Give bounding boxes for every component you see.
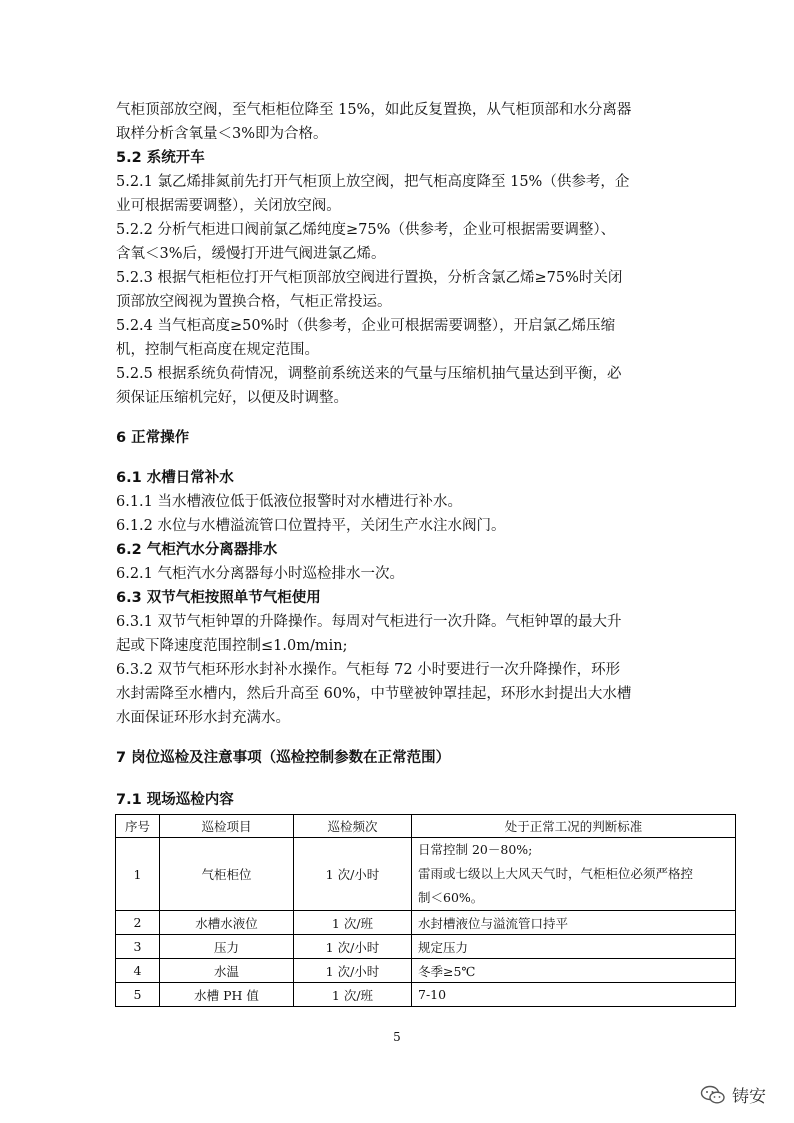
watermark-text: 铸安 bbox=[732, 1087, 766, 1107]
wechat-icon bbox=[700, 1085, 726, 1105]
table-row bbox=[116, 935, 736, 959]
row-item: 水温 bbox=[160, 959, 294, 983]
row-item: 水槽水液位 bbox=[160, 911, 294, 935]
table-header-row bbox=[116, 815, 736, 838]
paragraph-line: 取样分析含氧量＜3%即为合格。 bbox=[116, 126, 328, 142]
row-item: 气柜柜位 bbox=[160, 838, 294, 911]
inspection-table bbox=[115, 814, 736, 1007]
row-no: 3 bbox=[116, 935, 160, 959]
table-row bbox=[116, 959, 736, 983]
row-no: 4 bbox=[116, 959, 160, 983]
paragraph-line: 顶部放空阀视为置换合格，气柜正常投运。 bbox=[116, 294, 392, 310]
table-row bbox=[116, 838, 736, 911]
section-heading-6-2: 6.2 气柜汽水分离器排水 bbox=[116, 542, 278, 558]
header-item: 巡检项目 bbox=[160, 815, 294, 838]
header-criteria: 处于正常工况的判断标准 bbox=[412, 815, 736, 838]
row-criteria: 规定压力 bbox=[412, 935, 736, 959]
row-no: 5 bbox=[116, 983, 160, 1007]
header-frequency: 巡检频次 bbox=[294, 815, 412, 838]
paragraph-line: 水面保证环形水封充满水。 bbox=[116, 710, 290, 726]
paragraph-line: 5.2.3 根据气柜柜位打开气柜顶部放空阀进行置换，分析含氯乙烯≥75%时关闭 bbox=[116, 270, 623, 286]
row-frequency: 1 次/小时 bbox=[294, 959, 412, 983]
row-frequency: 1 次/小时 bbox=[294, 838, 412, 911]
paragraph-line: 5.2.4 当气柜高度≥50%时（供参考，企业可根据需要调整），开启氯乙烯压缩 bbox=[116, 318, 616, 334]
row-frequency: 1 次/班 bbox=[294, 983, 412, 1007]
paragraph-line: 5.2.2 分析气柜进口阀前氯乙烯纯度≥75%（供参考，企业可根据需要调整）、 bbox=[116, 222, 616, 238]
paragraph-line: 起或下降速度范围控制≤1.0m/min; bbox=[116, 638, 348, 654]
table-row bbox=[116, 983, 736, 1007]
section-heading-7: 7 岗位巡检及注意事项（巡检控制参数在正常范围） bbox=[116, 750, 451, 766]
paragraph-line: 6.3.2 双节气柜环形水封补水操作。气柜每 72 小时要进行一次升降操作，环形 bbox=[116, 662, 621, 678]
criteria-line: 制＜60%。 bbox=[418, 890, 484, 905]
paragraph-line: 须保证压缩机完好，以便及时调整。 bbox=[116, 390, 348, 406]
paragraph-line: 6.2.1 气柜汽水分离器每小时巡检排水一次。 bbox=[116, 566, 405, 582]
row-criteria: 水封槽液位与溢流管口持平 bbox=[412, 911, 736, 935]
paragraph-line: 业可根据需要调整），关闭放空阀。 bbox=[116, 198, 341, 214]
table-row bbox=[116, 911, 736, 935]
section-heading-7-1: 7.1 现场巡检内容 bbox=[116, 792, 234, 808]
header-no: 序号 bbox=[116, 815, 160, 838]
paragraph-line: 5.2.5 根据系统负荷情况，调整前系统送来的气量与压缩机抽气量达到平衡，必 bbox=[116, 366, 622, 382]
row-criteria: 冬季≥5℃ bbox=[412, 959, 736, 983]
paragraph-line: 机，控制气柜高度在规定范围。 bbox=[116, 342, 319, 358]
row-criteria bbox=[412, 838, 736, 911]
paragraph-line: 6.1.2 水位与水槽溢流管口位置持平，关闭生产水注水阀门。 bbox=[116, 518, 506, 534]
section-heading-6: 6 正常操作 bbox=[116, 430, 190, 446]
row-item: 压力 bbox=[160, 935, 294, 959]
row-frequency: 1 次/小时 bbox=[294, 935, 412, 959]
page-number: 5 bbox=[393, 1030, 401, 1044]
paragraph-line: 6.1.1 当水槽液位低于低液位报警时对水槽进行补水。 bbox=[116, 494, 463, 510]
paragraph-line: 6.3.1 双节气柜钟罩的升降操作。每周对气柜进行一次升降。气柜钟罩的最大升 bbox=[116, 614, 622, 630]
row-no: 1 bbox=[116, 838, 160, 911]
criteria-line: 日常控制 20－80%; bbox=[418, 842, 533, 857]
paragraph-line: 水封需降至水槽内，然后升高至 60%，中节壁被钟罩挂起，环形水封提出大水槽 bbox=[116, 686, 632, 702]
row-frequency: 1 次/班 bbox=[294, 911, 412, 935]
criteria-line: 雷雨或七级以上大风天气时，气柜柜位必须严格控 bbox=[418, 866, 694, 881]
row-item: 水槽 PH 值 bbox=[160, 983, 294, 1007]
section-heading-6-3: 6.3 双节气柜按照单节气柜使用 bbox=[116, 590, 321, 606]
paragraph-line: 5.2.1 氯乙烯排氮前先打开气柜顶上放空阀，把气柜高度降至 15%（供参考，企 bbox=[116, 174, 630, 190]
paragraph-line: 气柜顶部放空阀，至气柜柜位降至 15%，如此反复置换，从气柜顶部和水分离器 bbox=[116, 102, 632, 118]
row-no: 2 bbox=[116, 911, 160, 935]
watermark bbox=[700, 1082, 766, 1107]
row-criteria: 7-10 bbox=[412, 983, 736, 1007]
section-heading-6-1: 6.1 水槽日常补水 bbox=[116, 470, 234, 486]
paragraph-line: 含氧＜3%后，缓慢打开进气阀进氯乙烯。 bbox=[116, 246, 386, 262]
section-heading-5-2: 5.2 系统开车 bbox=[116, 150, 205, 166]
